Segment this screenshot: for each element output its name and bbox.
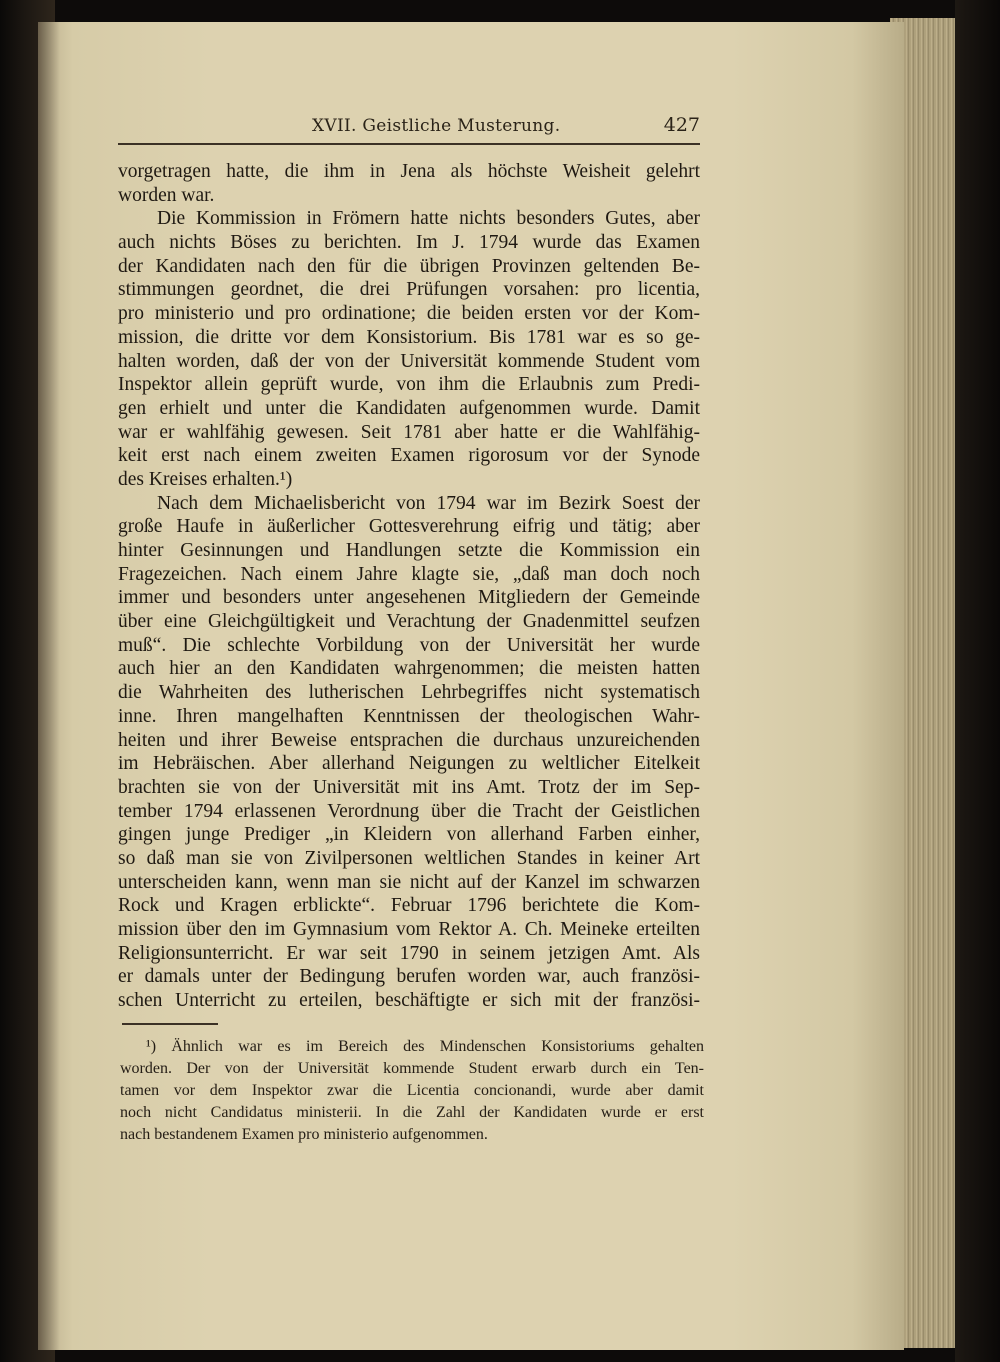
text-line: pro ministerio und pro ordinatione; die beiden ersten vor der Kom- <box>118 303 700 325</box>
text-line: Rock und Kragen erblickte“. Februar 1796 berichtete die Kom- <box>118 895 700 917</box>
text-line: der Kandidaten nach den für die übrigen Provinzen geltenden Be- <box>118 255 700 277</box>
text-line: stimmungen geordnet, die drei Prüfungen vorsahen: pro licentia, <box>118 279 700 301</box>
text-line: Inspektor allein geprüft wurde, von ihm die Erlaubnis zum Predi- <box>118 374 700 396</box>
footnote-line: nach bestandenem Examen pro ministerio aufgenommen. <box>120 1126 488 1143</box>
text-line: so daß man sie von Zivilpersonen weltlichen Standes in keiner Art <box>118 847 700 869</box>
text-line: war er wahlfähig gewesen. Seit 1781 aber hatte er die Wahlfähig- <box>118 421 700 443</box>
text-line: keit erst nach einem zweiten Examen rigorosum vor der Synode <box>118 445 700 467</box>
text-line: große Haufe in äußerlicher Gottesverehrung eifrig und tätig; aber <box>118 516 700 538</box>
running-head: XVII. Geistliche Musterung. <box>312 116 561 136</box>
page-header <box>118 114 700 142</box>
footnote-line: ¹) Ähnlich war es im Bereich des Mindenschen Konsistoriums gehalten <box>146 1038 704 1055</box>
footnote-line: worden. Der von der Universität kommende Student erwarb durch ein Ten- <box>120 1060 704 1077</box>
text-line: Religionsunterricht. Er war seit 1790 in seinem jetzigen Amt. Als <box>118 942 700 964</box>
text-line: heiten und ihrer Beweise entsprachen die durchaus unzureichenden <box>118 729 700 751</box>
text-line: die Wahrheiten des lutherischen Lehrbegriffes nicht systematisch <box>118 682 700 704</box>
text-line: im Hebräischen. Aber allerhand Neigungen zu weltlicher Eitelkeit <box>118 753 700 775</box>
text-line: vorgetragen hatte, die ihm in Jena als höchste Weisheit gelehrt <box>118 161 700 182</box>
text-line: schen Unterricht zu erteilen, beschäftigte er sich mit der französi- <box>118 990 700 1012</box>
text-line: halten worden, daß der von der Universität kommende Student vom <box>118 350 700 372</box>
footnotes <box>120 1036 704 1146</box>
footnote-line: noch nicht Candidatus ministerii. In die Zahl der Kandidaten wurde er erst <box>120 1104 704 1121</box>
text-line: auch nichts Böses zu berichten. Im J. 1794 wurde das Examen <box>118 232 700 254</box>
text-line: immer und besonders unter angesehenen Mitgliedern der Gemeinde <box>118 587 700 609</box>
text-line: gen erhielt und unter die Kandidaten aufgenommen wurde. Damit <box>118 397 700 419</box>
text-line: mission, die dritte vor dem Konsistorium. Bis 1781 war es so ge- <box>118 326 700 348</box>
text-line: Die Kommission in Frömern hatte nichts besonders Gutes, aber <box>157 208 700 230</box>
text-line: unterscheiden kann, wenn man sie nicht auf der Kanzel im schwarzen <box>118 871 700 893</box>
text-line: brachten sie von der Universität mit ins Amt. Trotz der im Sep- <box>118 776 700 798</box>
text-line: muß“. Die schlechte Vorbildung von der Universität her wurde <box>118 634 700 656</box>
footnote-line: tamen vor dem Inspektor zwar die Licentia concionandi, wurde aber damit <box>120 1082 704 1099</box>
text-line: mission über den im Gymnasium vom Rektor A. Ch. Meineke erteilten <box>118 919 700 940</box>
text-line: gingen junge Prediger „in Kleidern von allerhand Farben einher, <box>118 824 700 846</box>
footnote-rule <box>122 1023 218 1025</box>
text-line: er damals unter der Bedingung berufen worden war, auch französi- <box>118 966 700 988</box>
text-line: über eine Gleichgültigkeit und Verachtung der Gnadenmittel seufzen <box>118 611 700 633</box>
text-line: auch hier an den Kandidaten wahrgenommen; die meisten hatten <box>118 658 700 680</box>
text-line: inne. Ihren mangelhaften Kenntnissen der theologischen Wahr- <box>118 705 700 727</box>
text-line: tember 1794 erlassenen Verordnung über die Tracht der Geistlichen <box>118 800 700 822</box>
book-cover-right <box>955 0 1000 1362</box>
header-rule <box>118 143 700 145</box>
gutter-shadow <box>38 22 60 1350</box>
text-line: hinter Gesinnungen und Handlungen setzte die Kommission ein <box>118 540 700 561</box>
page-number: 427 <box>663 114 700 136</box>
body-text <box>118 160 700 1013</box>
text-line: worden war. <box>118 184 215 206</box>
text-line: Fragezeichen. Nach einem Jahre klagte sie, „daß man doch noch <box>118 563 700 585</box>
text-line: des Kreises erhalten.¹) <box>118 468 293 490</box>
text-line: Nach dem Michaelisbericht von 1794 war im Bezirk Soest der <box>157 492 700 514</box>
